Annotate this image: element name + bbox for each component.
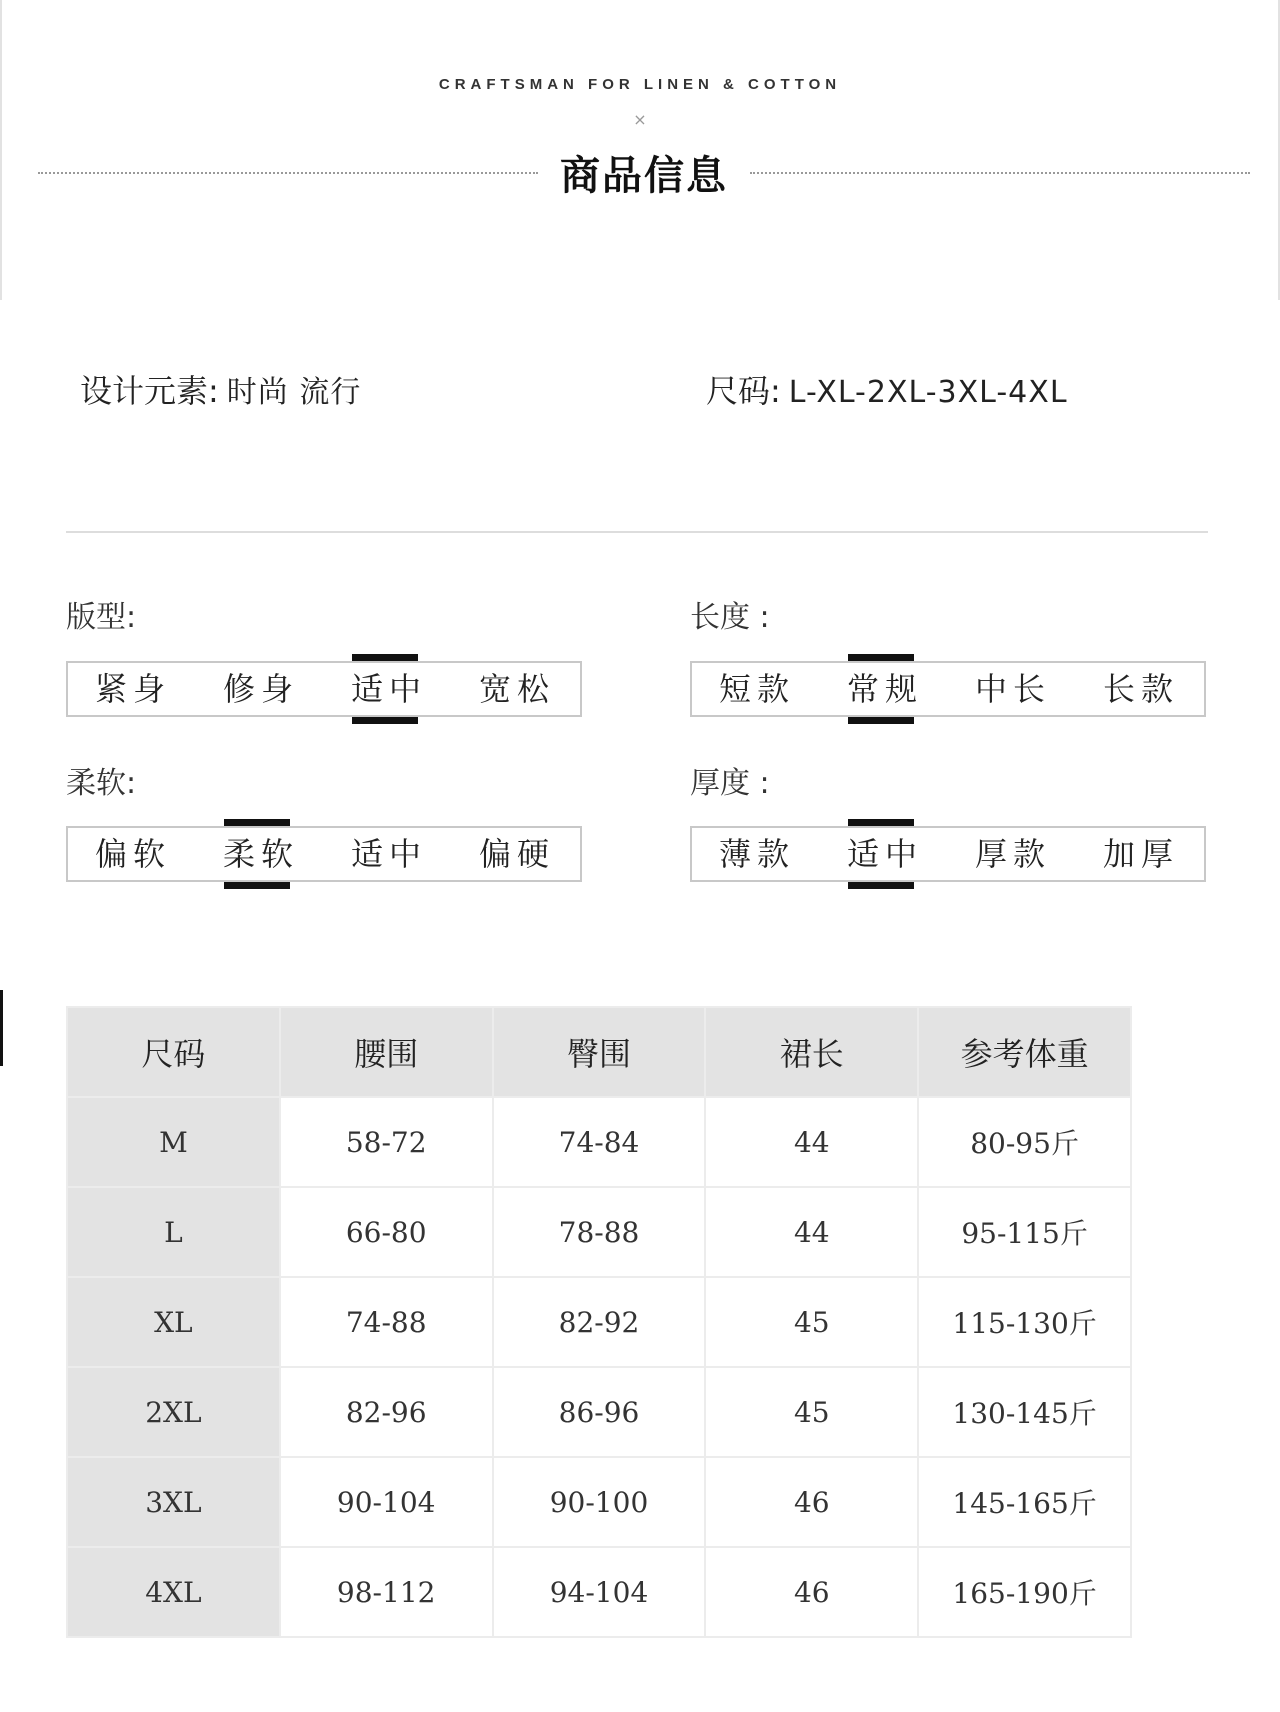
- brand-tagline: CRAFTSMAN FOR LINEN & COTTON: [438, 76, 842, 93]
- cell-waist: 98-112: [280, 1547, 493, 1637]
- header-weight: 参考体重: [918, 1007, 1131, 1097]
- softness-option-selected: 柔软: [196, 828, 326, 880]
- table-row: [67, 1277, 1131, 1367]
- cell-size: L: [67, 1187, 280, 1277]
- dotted-divider-right: [750, 172, 1250, 174]
- cell-hip: 90-100: [493, 1457, 706, 1547]
- cell-size: XL: [67, 1277, 280, 1367]
- left-edge-mark: [0, 990, 3, 1066]
- thickness-label: 厚度 :: [690, 766, 770, 801]
- table-row: [67, 1367, 1131, 1457]
- size-value: L-XL-2XL-3XL-4XL: [788, 375, 1068, 410]
- table-row: [67, 1097, 1131, 1187]
- length-option: 中长: [974, 670, 1051, 708]
- length-option-selected: 常规: [820, 663, 950, 715]
- section-title-row: [38, 144, 1250, 204]
- softness-label: 柔软:: [66, 766, 137, 801]
- table-header-row: [67, 1007, 1131, 1097]
- cell-waist: 90-104: [280, 1457, 493, 1547]
- fit-options: [66, 661, 582, 717]
- cell-length: 44: [705, 1187, 918, 1277]
- cell-weight: 145-165斤: [918, 1457, 1131, 1547]
- cell-hip: 82-92: [493, 1277, 706, 1367]
- length-option: 短款: [718, 670, 795, 708]
- fit-option-selected: 适中: [324, 663, 454, 715]
- design-elements: [80, 366, 361, 412]
- cell-size: 2XL: [67, 1367, 280, 1457]
- table-row: [67, 1457, 1131, 1547]
- thickness-options: [690, 826, 1206, 882]
- header-skirt-length: 裙长: [705, 1007, 918, 1097]
- cell-length: 44: [705, 1097, 918, 1187]
- fit-option: 修身: [222, 670, 299, 708]
- softness-option: 偏软: [94, 835, 171, 873]
- thickness-option: 加厚: [1102, 835, 1179, 873]
- fit-option: 紧身: [94, 670, 171, 708]
- thickness-option: 厚款: [974, 835, 1051, 873]
- table-row: [67, 1187, 1131, 1277]
- cell-hip: 86-96: [493, 1367, 706, 1457]
- cell-length: 46: [705, 1547, 918, 1637]
- cell-weight: 165-190斤: [918, 1547, 1131, 1637]
- thickness-option: 薄款: [718, 835, 795, 873]
- cell-size: M: [67, 1097, 280, 1187]
- cell-waist: 58-72: [280, 1097, 493, 1187]
- fit-option: 宽松: [478, 670, 555, 708]
- cell-weight: 80-95斤: [918, 1097, 1131, 1187]
- design-label: 设计元素:: [80, 372, 219, 410]
- table-row: [67, 1547, 1131, 1637]
- cell-weight: 95-115斤: [918, 1187, 1131, 1277]
- cell-length: 46: [705, 1457, 918, 1547]
- cell-waist: 82-96: [280, 1367, 493, 1457]
- section-title: 商品信息: [560, 153, 728, 199]
- header-hip: 臀围: [493, 1007, 706, 1097]
- softness-option: 偏硬: [478, 835, 555, 873]
- cell-size: 4XL: [67, 1547, 280, 1637]
- cell-hip: 74-84: [493, 1097, 706, 1187]
- page-edge-left: [0, 0, 2, 300]
- length-options: [690, 661, 1206, 717]
- header-size: 尺码: [67, 1007, 280, 1097]
- thickness-option-selected: 适中: [820, 828, 950, 880]
- cell-waist: 74-88: [280, 1277, 493, 1367]
- cell-length: 45: [705, 1277, 918, 1367]
- section-divider: [66, 531, 1208, 533]
- cell-length: 45: [705, 1367, 918, 1457]
- size-chart-table: [66, 1006, 1132, 1638]
- cell-hip: 94-104: [493, 1547, 706, 1637]
- softness-option: 适中: [350, 835, 427, 873]
- cell-hip: 78-88: [493, 1187, 706, 1277]
- cell-weight: 115-130斤: [918, 1277, 1131, 1367]
- cell-weight: 130-145斤: [918, 1367, 1131, 1457]
- size-label: 尺码:: [706, 372, 781, 410]
- length-label: 长度 :: [690, 600, 770, 635]
- size-range: [706, 366, 1068, 412]
- length-option: 长款: [1102, 670, 1179, 708]
- cell-size: 3XL: [67, 1457, 280, 1547]
- cross-mark: ×: [633, 110, 647, 129]
- fit-label: 版型:: [66, 600, 137, 635]
- cell-waist: 66-80: [280, 1187, 493, 1277]
- design-value: 时尚 流行: [226, 375, 362, 410]
- header-waist: 腰围: [280, 1007, 493, 1097]
- softness-options: [66, 826, 582, 882]
